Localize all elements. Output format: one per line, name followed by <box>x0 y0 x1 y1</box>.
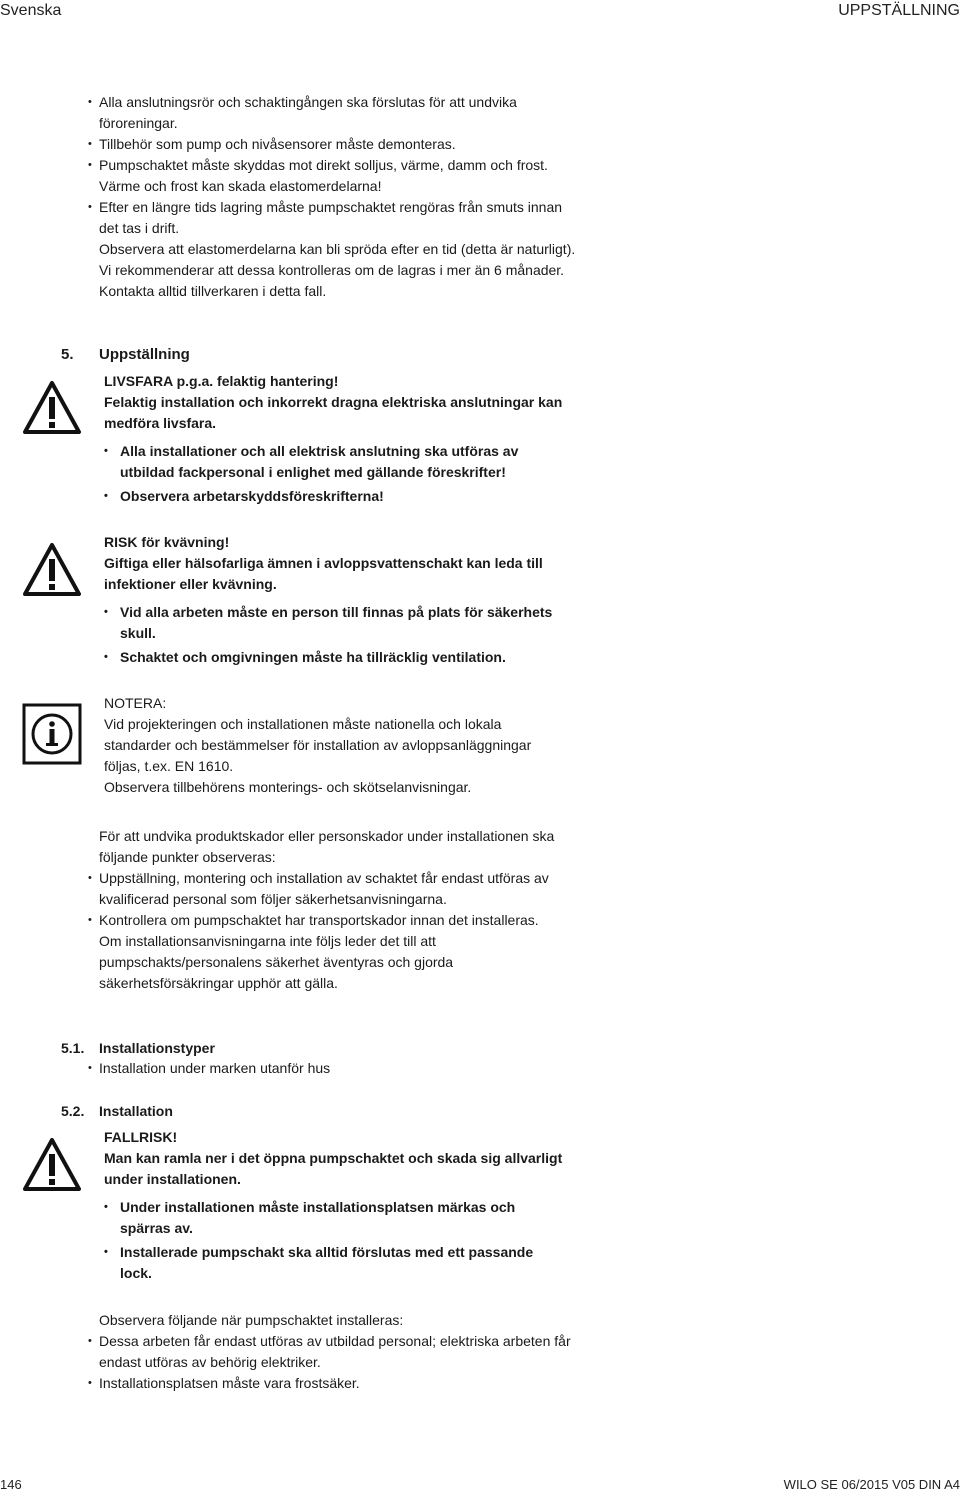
warning-2-bullet-2: • Schaktet och omgivningen måste ha tillräcklig ventilation. <box>104 647 566 668</box>
warning-2-text: Giftiga eller hälsofarliga ämnen i avloppsvattenschakt kan leda till infektioner eller kvävning. <box>104 555 543 592</box>
warning-3-title: FALLRISK! <box>104 1129 178 1145</box>
section-5-1-title: Installationstyper <box>99 1040 215 1056</box>
body-1-block <box>88 826 574 994</box>
warning-1-bullet-1: • Alla installationer och all elektrisk anslutning ska utföras av utbildad fackpersonal i enlighet med gällande föreskrifter! <box>104 441 566 483</box>
section-5-1-heading <box>61 1037 215 1059</box>
warning-1-text: Felaktig installation och inkorrekt dragna elektriska anslutningar kan medföra livsfara. <box>104 394 563 431</box>
footer-document-info: WILO SE 06/2015 V05 DIN A4 <box>783 1477 960 1492</box>
warning-triangle-icon <box>22 1137 82 1192</box>
section-5-heading <box>61 344 190 366</box>
body-2-bullet-2: • Installationsplatsen måste vara frostsäker. <box>88 1373 574 1394</box>
intro-bullet-3: • Pumpschaktet måste skyddas mot direkt solljus, värme, damm och frost. Värme och frost kan skada elastomerdelarna! <box>88 155 578 197</box>
note-text-1: Vid projekteringen och installationen måste nationella och lokala standarder och bestämmelser för installation av avloppsanläggningar följas, t.ex. EN 1610. <box>104 716 532 774</box>
intro-block <box>88 92 578 302</box>
warning-2-bullet-1: • Vid alla arbeten måste en person till finnas på plats för säkerhets skull. <box>104 602 566 644</box>
warning-1-block <box>104 371 566 507</box>
section-5-number: 5. <box>61 346 74 363</box>
page-number: 146 <box>0 1477 22 1492</box>
section-5-1-number: 5.1. <box>61 1040 85 1056</box>
warning-2-title: RISK för kvävning! <box>104 534 230 550</box>
body-2-block <box>88 1310 574 1394</box>
intro-paragraph: Observera att elastomerdelarna kan bli spröda efter en tid (detta är naturligt). Vi rekommenderar att dessa kontrolleras om de lagras i mer än 6 månader. Kontakta alltid tillverkaren i detta fall. <box>99 241 576 299</box>
header-section: UPPSTÄLLNING <box>838 2 960 19</box>
header-language: Svenska <box>0 2 62 19</box>
section-5-title: Uppställning <box>99 346 190 363</box>
warning-2-block <box>104 532 566 668</box>
body-2-paragraph: Observera följande när pumpschaktet installeras: <box>99 1312 404 1328</box>
body-1-bullet-2: • Kontrollera om pumpschaktet har transportskador innan det installeras. <box>88 910 574 931</box>
intro-bullet-1: • Alla anslutningsrör och schaktingången ska förslutas för att undvika föroreningar. <box>88 92 578 134</box>
body-1-paragraph: För att undvika produktskador eller personskador under installationen ska följande punkter observeras: <box>99 828 555 865</box>
warning-3-text: Man kan ramla ner i det öppna pumpschaktet och skada sig allvarligt under installationen. <box>104 1150 563 1187</box>
note-text-2: Observera tillbehörens monterings- och skötselanvisningar. <box>104 779 472 795</box>
warning-triangle-icon <box>22 380 82 435</box>
note-title: NOTERA: <box>104 695 167 711</box>
section-5-2-number: 5.2. <box>61 1103 85 1119</box>
note-block <box>104 693 564 798</box>
warning-3-bullet-2: • Installerade pumpschakt ska alltid förslutas med ett passande lock. <box>104 1242 566 1284</box>
info-icon <box>22 703 82 765</box>
body-1-bullet-1: • Uppställning, montering och installation av schaktet får endast utföras av kvalificerad personal som följer säkerhetsanvisningarna. <box>88 868 574 910</box>
warning-3-bullet-1: • Under installationen måste installationsplatsen märkas och spärras av. <box>104 1197 566 1239</box>
section-5-2-heading <box>61 1100 173 1122</box>
warning-1-bullet-2: • Observera arbetarskyddsföreskrifterna! <box>104 486 566 507</box>
warning-1-title: LIVSFARA p.g.a. felaktig hantering! <box>104 373 339 389</box>
intro-bullet-2: • Tillbehör som pump och nivåsensorer måste demonteras. <box>88 134 578 155</box>
intro-bullet-4: • Efter en längre tids lagring måste pumpschaktet rengöras från smuts innan det tas i drift. <box>88 197 578 239</box>
warning-3-block <box>104 1127 566 1284</box>
body-2-bullet-1: • Dessa arbeten får endast utföras av utbildad personal; elektriska arbeten får endast utföras av behörig elektriker. <box>88 1331 574 1373</box>
section-5-1-bullet: • Installation under marken utanför hus <box>88 1058 574 1079</box>
body-1-paragraph-2: Om installationsanvisningarna inte följs leder det till att pumpschakts/personalens säkerhet äventyras och gjorda säkerhetsförsäkringar upphör att gälla. <box>99 933 454 991</box>
warning-triangle-icon <box>22 542 82 597</box>
section-5-2-title: Installation <box>99 1103 173 1119</box>
section-5-1-list <box>88 1058 574 1079</box>
